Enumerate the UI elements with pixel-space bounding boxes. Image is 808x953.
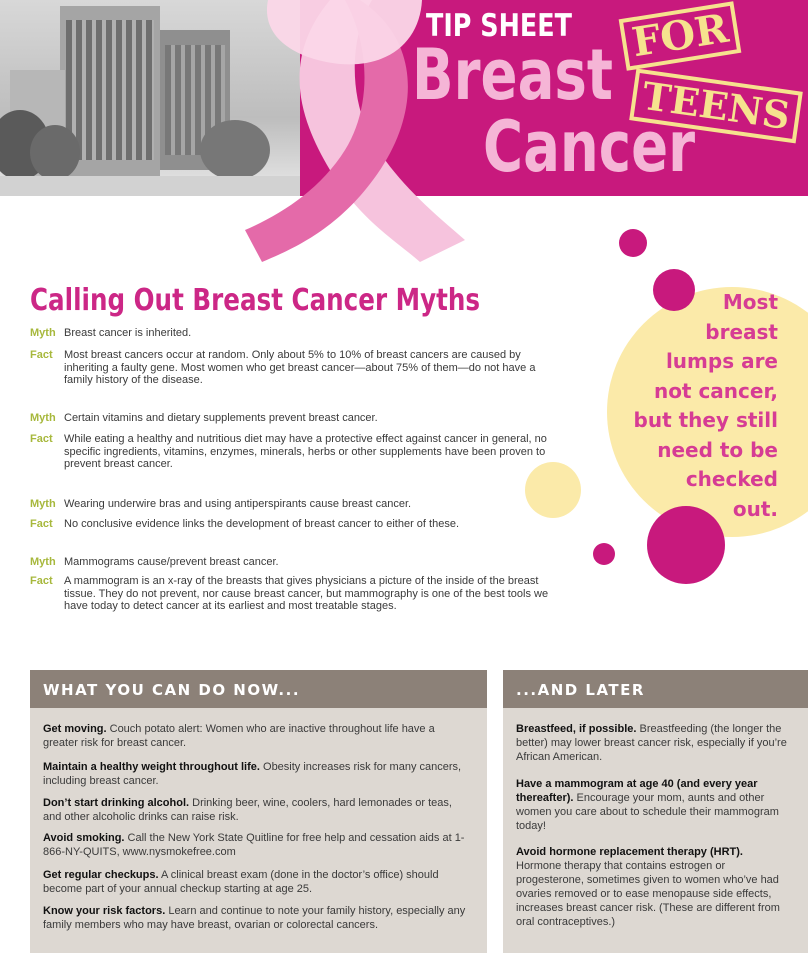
- fact-row-1: [30, 349, 550, 387]
- callout-line: but they still: [633, 408, 778, 432]
- now-box-title: WHAT YOU CAN DO NOW...: [43, 681, 301, 699]
- myth-text: Breast cancer is inherited.: [64, 327, 192, 339]
- callout-line: checked: [685, 467, 778, 491]
- callout-line: Most: [722, 290, 778, 314]
- stamp-teens: TEENS: [629, 69, 803, 144]
- myth-label: Myth: [30, 327, 56, 339]
- later-item: Have a mammogram at age 40 (and every year thereafter). Encourage your mom, aunts and other women you care about to schedule their mammogram today!: [516, 778, 779, 832]
- myth-row-2: [30, 412, 550, 425]
- myth-label: Myth: [30, 556, 56, 568]
- now-item: Avoid smoking. Call the New York State Quitline for free help and cessation aids at 1-866-NY-QUITS, www.nysmokefree.com: [43, 832, 465, 858]
- fact-text: While eating a healthy and nutritious diet may have a protective effect against cancer in general, no specific ingredients, vitamins, enzymes, minerals, herbs or other supplements have been proven to prevent breast cancer.: [64, 433, 547, 470]
- callout-line: lumps are: [665, 349, 778, 373]
- myth-row-4: [30, 556, 550, 569]
- myth-label: Myth: [30, 498, 56, 510]
- now-item: Get regular checkups. A clinical breast exam (done in the doctor’s office) should become part of your annual checkup starting at age 25.: [43, 869, 439, 895]
- myth-text: Mammograms cause/prevent breast cancer.: [64, 556, 279, 568]
- fact-row-4: [30, 575, 550, 613]
- fact-label: Fact: [30, 575, 53, 587]
- fact-row-3: [30, 518, 550, 531]
- fact-text: No conclusive evidence links the development of breast cancer to either of these.: [64, 518, 460, 530]
- myth-text: Certain vitamins and dietary supplements prevent breast cancer.: [64, 412, 378, 424]
- callout-line: out.: [732, 496, 778, 521]
- fact-label: Fact: [30, 518, 53, 530]
- tip-sheet-label: TIP SHEET: [426, 8, 572, 44]
- myth-text: Wearing underwire bras and using antiperspirants cause breast cancer.: [64, 498, 412, 510]
- now-item: Know your risk factors. Learn and continue to note your family history, especially any family members who may have breast, ovarian or colorectal cancers.: [43, 905, 466, 931]
- title-breast: Breast: [412, 34, 614, 116]
- stamp-for: FOR: [619, 1, 742, 71]
- callout-line: breast: [705, 319, 778, 344]
- later-item: Avoid hormone replacement therapy (HRT). Hormone therapy that contains estrogen or progesterone, sometimes given to women who’ve had ovaries removed or to ease menopause side effects, increases breast cancer risk. (These are different from oral contraceptives.): [516, 846, 780, 928]
- fact-text: A mammogram is an x-ray of the breasts that gives physicians a picture of the inside of the breast tissue. They do not prevent, nor cause breast cancer, but mammography is one of the best tools we have today to detect cancer at its earliest and most treatable stages.: [64, 575, 549, 612]
- callout-line: need to be: [657, 437, 778, 462]
- myth-label: Myth: [30, 412, 56, 424]
- now-item: Don’t start drinking alcohol. Drinking beer, wine, coolers, hard lemonades or teas, and other alcoholic drinks can raise risk.: [43, 797, 452, 823]
- now-item: Maintain a healthy weight throughout life. Obesity increases risk for many cancers, including breast cancer.: [43, 761, 462, 787]
- fact-row-2: [30, 433, 550, 471]
- fact-text: Most breast cancers occur at random. Only about 5% to 10% of breast cancers are caused by inheriting a faulty gene. Most women who get breast cancer—about 75% of them—do not have a family history of the disease.: [64, 349, 536, 386]
- now-item: Get moving. Couch potato alert: Women who are inactive throughout life have a greater risk for breast cancer.: [43, 723, 435, 749]
- later-item: Breastfeed, if possible. Breastfeeding (the longer the better) may lower breast cancer risk, especially if you’re African American.: [516, 723, 787, 763]
- fact-label: Fact: [30, 433, 53, 445]
- later-box-title: ...AND LATER: [516, 681, 645, 699]
- myths-heading: Calling Out Breast Cancer Myths: [30, 283, 481, 318]
- myth-row-1: [30, 327, 550, 340]
- callout-line: not cancer,: [653, 378, 778, 403]
- lumps-callout: [608, 288, 808, 524]
- fact-label: Fact: [30, 349, 53, 361]
- title-cancer: Cancer: [483, 106, 696, 188]
- myth-row-3: [30, 498, 550, 511]
